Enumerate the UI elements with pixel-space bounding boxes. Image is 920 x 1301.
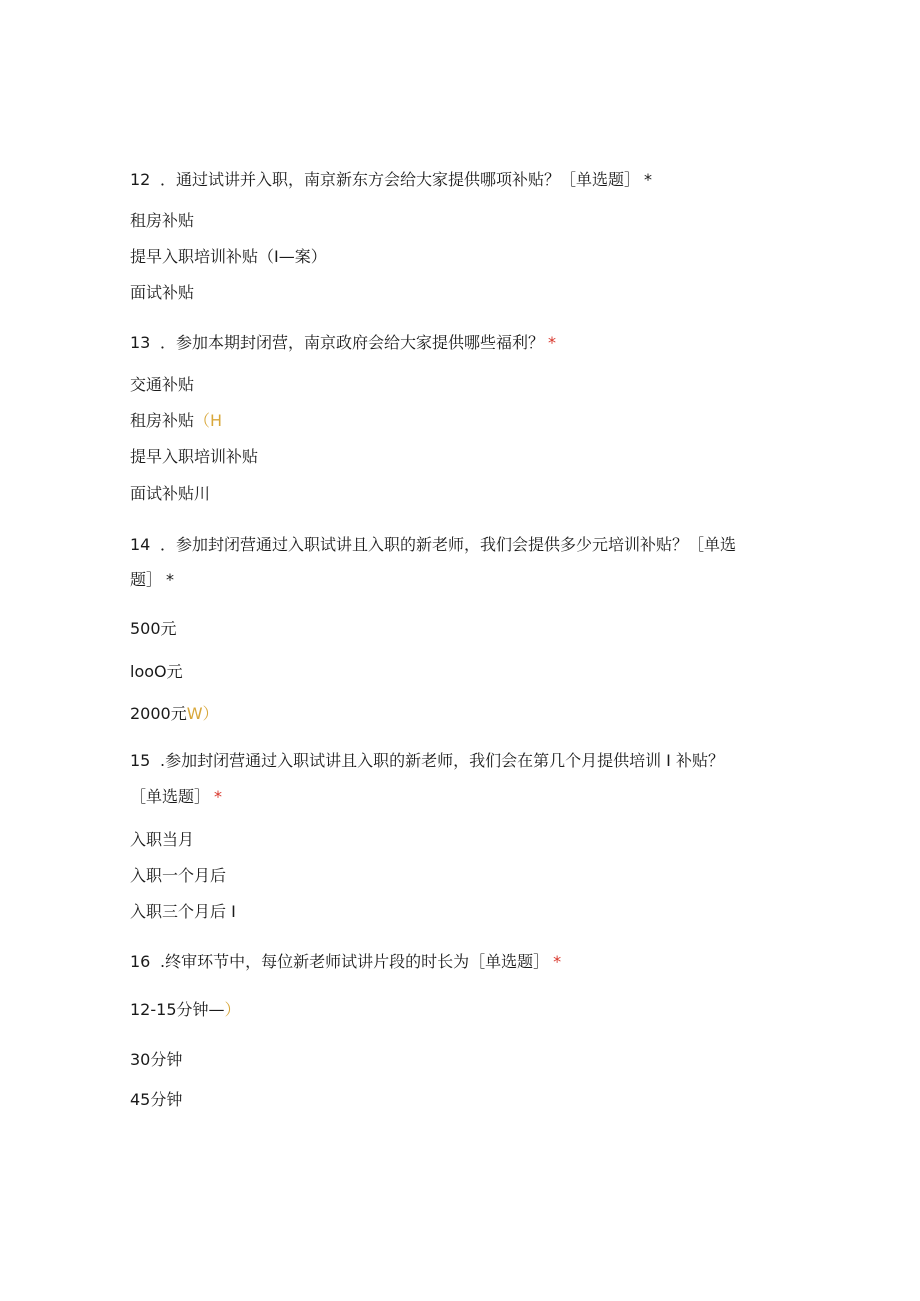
option-mark: （H (194, 411, 223, 430)
option-label: 租房补贴 (130, 211, 195, 230)
option-label: 45分钟 (130, 1090, 183, 1109)
option-q15-2[interactable] (130, 866, 226, 886)
question-14 (130, 535, 736, 555)
question-13 (130, 333, 556, 353)
required-marker: * (166, 570, 175, 589)
option-q15-1[interactable] (130, 830, 194, 850)
option-label: 入职一个月后 (130, 866, 227, 885)
option-q15-3[interactable] (130, 902, 236, 922)
question-number: 16 (130, 952, 151, 971)
required-marker: * (214, 787, 223, 806)
question-15-continued (130, 787, 222, 807)
option-mark: ） (224, 1000, 241, 1019)
option-label: 30分钟 (130, 1050, 183, 1069)
option-label: 提早入职培训补贴 (130, 447, 259, 466)
question-prefix: ． (160, 535, 177, 554)
option-q16-3[interactable] (130, 1090, 182, 1110)
option-q13-2[interactable] (130, 411, 222, 431)
option-label: 入职当月 (130, 830, 195, 849)
option-q14-3[interactable] (130, 704, 219, 724)
option-label: 面试补贴 (130, 283, 195, 302)
question-text-line2: ［单选题］ (130, 787, 211, 806)
option-q12-1[interactable] (130, 211, 194, 231)
option-label: 租房补贴 (130, 411, 195, 430)
option-label: 500元 (130, 619, 177, 638)
option-q13-4[interactable] (130, 484, 210, 504)
option-q12-3[interactable] (130, 283, 194, 303)
option-label: 面试补贴川 (130, 484, 211, 503)
option-label: looO元 (130, 662, 183, 681)
option-label: 提早入职培训补贴（I—案） (130, 247, 327, 266)
question-number: 12 (130, 170, 151, 189)
question-prefix: . (160, 952, 166, 971)
question-number: 14 (130, 535, 151, 554)
question-text-line2: 题］ (130, 570, 163, 589)
option-q14-1[interactable] (130, 619, 177, 639)
option-q14-2[interactable] (130, 662, 183, 682)
required-marker: * (644, 170, 653, 189)
question-14-continued (130, 570, 174, 590)
question-number: 13 (130, 333, 151, 352)
option-label: 入职三个月后 I (130, 902, 236, 921)
required-marker: * (548, 333, 557, 352)
option-q12-2[interactable] (130, 247, 327, 267)
question-16 (130, 952, 561, 972)
required-marker: * (553, 952, 562, 971)
question-prefix: . (160, 751, 166, 770)
question-15 (130, 751, 724, 771)
option-label: 12-15分钟— (130, 1000, 225, 1019)
option-q13-3[interactable] (130, 447, 258, 467)
option-label: 交通补贴 (130, 375, 195, 394)
question-prefix: ． (160, 333, 177, 352)
option-mark: W） (186, 704, 219, 723)
question-text: 通过试讲并入职，南京新东方会给大家提供哪项补贴？［单选题］ (176, 170, 641, 189)
option-label: 2000元 (130, 704, 187, 723)
question-number: 15 (130, 751, 151, 770)
option-q16-2[interactable] (130, 1050, 182, 1070)
question-prefix: ． (160, 170, 177, 189)
option-q13-1[interactable] (130, 375, 194, 395)
question-12 (130, 170, 652, 190)
question-text: 终审环节中，每位新老师试讲片段的时长为［单选题］ (165, 952, 550, 971)
question-text-line1: 参加封闭营通过入职试讲且入职的新老师，我们会提供多少元培训补贴？［单选 (176, 535, 737, 554)
option-q16-1[interactable] (130, 1000, 241, 1020)
question-text-line1: 参加封闭营通过入职试讲且入职的新老师，我们会在第几个月提供培训 I 补贴？ (165, 751, 724, 770)
question-text: 参加本期封闭营，南京政府会给大家提供哪些福利？ (176, 333, 545, 352)
